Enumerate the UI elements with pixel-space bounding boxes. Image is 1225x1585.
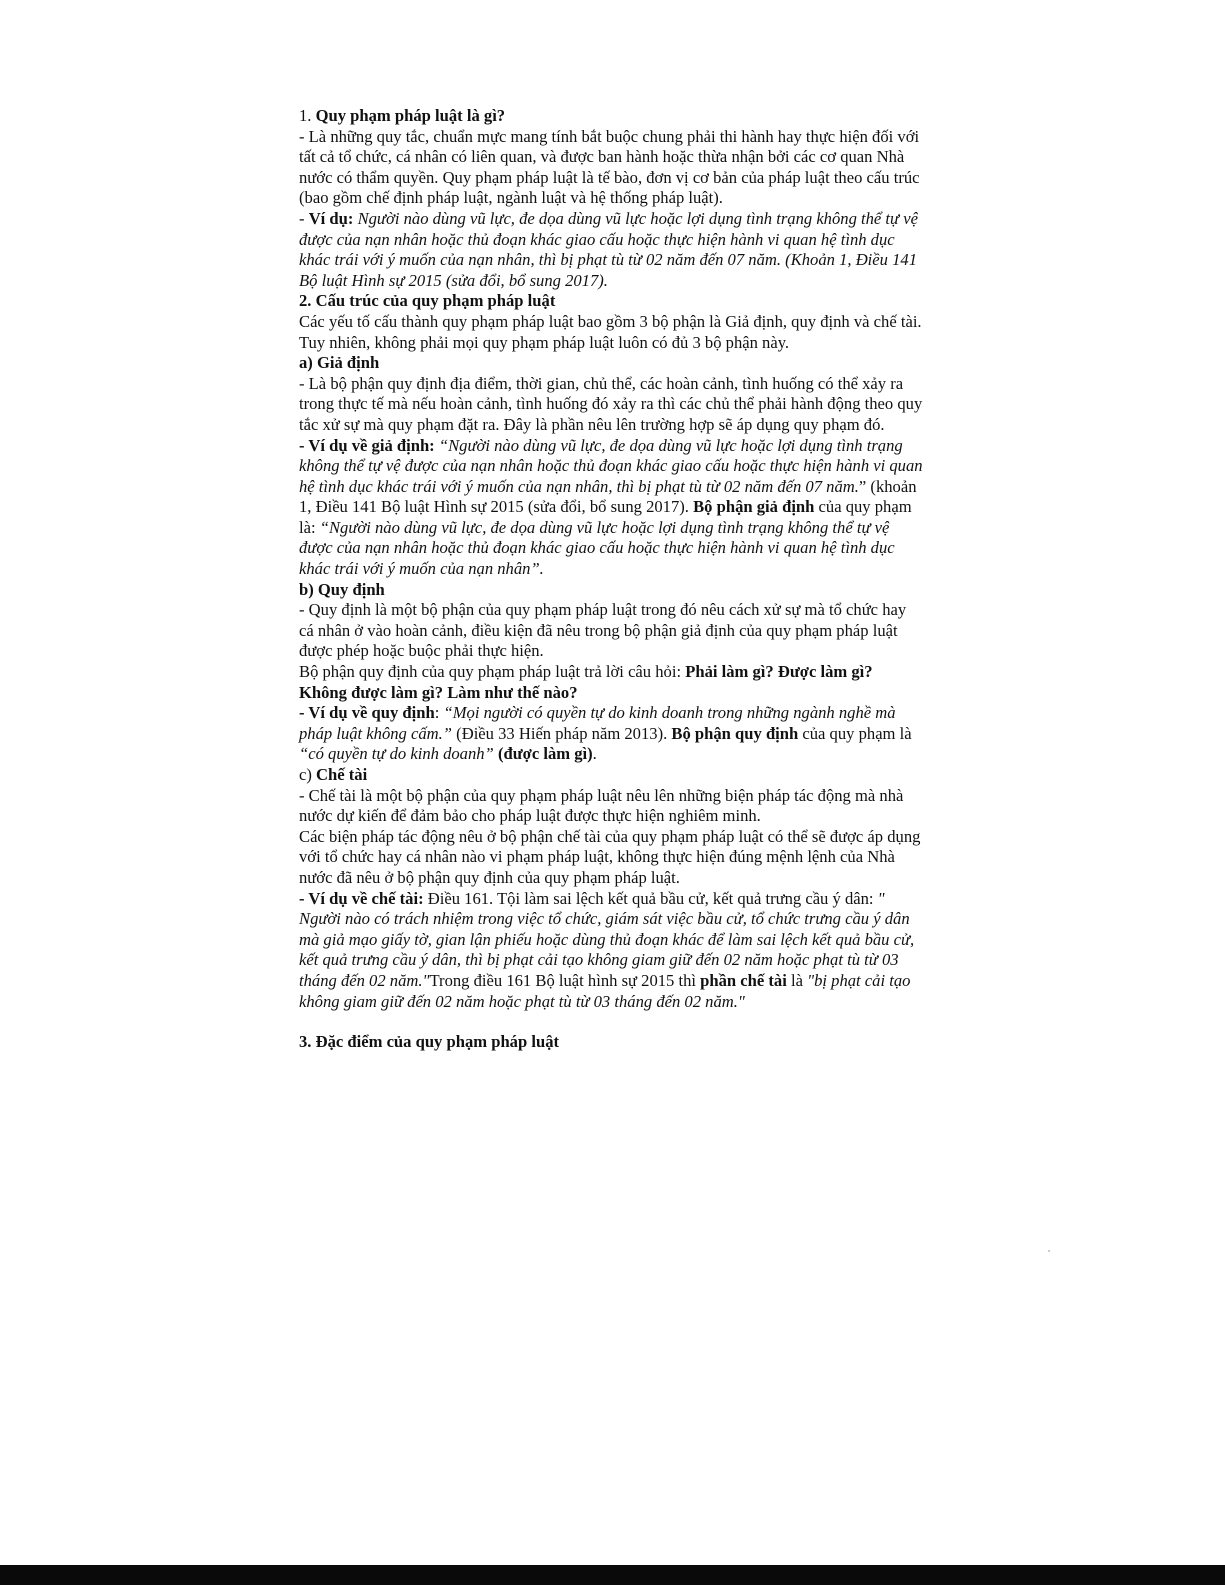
document-page — [299, 106, 924, 1053]
section-2-heading: 2. Cấu trúc của quy phạm pháp luật — [299, 291, 556, 311]
definition-text: - Là những quy tắc, chuẩn mực mang tính bắt buộc chung phải thi hành hay thực hiện đối với tất cả tổ chức, cá nhân có liên quan, và được ban hành hoặc thừa nhận bởi các cơ quan Nhà nước có thẩm quyền. Quy phạm pháp luật là tế bào, đơn vị cơ bản của pháp luật theo cấu trúc (bao gồm chế định pháp luật, ngành luật và hệ thống pháp luật). — [299, 126, 920, 208]
example-label: - Ví dụ về quy định — [299, 703, 435, 723]
example-reference: ” (khoản 1, Điều 141 Bộ luật Hình sự 2015 (sửa đổi, bổ sung 2017). — [299, 476, 917, 517]
example-text: Người nào dùng vũ lực, đe dọa dùng vũ lực hoặc lợi dụng tình trạng không thể tự vệ được của nạn nhân hoặc thủ đoạn khác giao cấu hoặc thực hiện hành vi quan hệ tình dục khác trái với ý muốn của nạn nhân, thì bị phạt tù từ 02 năm đến 07 năm. (Khoản 1, Điều 141 Bộ luật Hình sự 2015 (sửa đổi, bổ sung 2017). — [299, 208, 918, 290]
part-quote: "bị phạt cải tạo không giam giữ đến 02 năm hoặc phạt tù từ 03 tháng đến 02 năm." — [299, 970, 911, 1011]
subsection-c-example — [299, 889, 924, 1013]
part-connector: của quy phạm là: — [299, 497, 912, 537]
questions-bold: Phải làm gì? Được làm gì? Không được làm gì? Làm như thế nào? — [299, 662, 873, 702]
part-label: phần chế tài — [700, 970, 787, 990]
section-heading: Quy phạm pháp luật là gì? — [315, 106, 506, 125]
subsection-c-definition-2: Các biện pháp tác động nêu ở bộ phận chế tài của quy phạm pháp luật có thể sẽ được áp dụng với tổ chức hay cá nhân nào vi phạm pháp luật, không thực hiện đúng mệnh lệnh của Nhà nước đã nêu ở bộ phận quy định của quy phạm pháp luật. — [299, 826, 921, 887]
part-connector: là — [786, 970, 808, 990]
part-quote: “Người nào dùng vũ lực, đe dọa dùng vũ lực hoặc lợi dụng tình trạng không thể tự vệ được của nạn nhân hoặc thủ đoạn khác giao cấu hoặc thực hiện hành vi quan hệ tình dục khác trái với ý muốn của nạn nhân”. — [299, 517, 895, 579]
subsection-b-questions — [299, 662, 924, 703]
example-quote: " Người nào có trách nhiệm trong việc tổ chức, giám sát việc bầu cử, tổ chức trưng cầu ý dân mà giả mạo giấy tờ, gian lận phiếu hoặc dùng thủ đoạn khác để làm sai lệch kết quả bầu cử, kết quả trưng cầu ý dân, thì bị phạt cải tạo không giam giữ đến 02 năm hoặc phạt tù từ 03 tháng đến 02 năm." — [299, 888, 915, 990]
section-1-definition — [299, 127, 924, 209]
example-prefix: - — [299, 208, 309, 228]
questions-intro: Bộ phận quy định của quy phạm pháp luật trả lời câu hỏi: — [299, 662, 686, 682]
subsection-a-definition: - Là bộ phận quy định địa điểm, thời gian, chủ thể, các hoàn cảnh, tình huống có thể xảy ra trong thực tế mà nếu hoàn cảnh, tình huống đó xảy ra thì các chủ thể phải hành động theo quy tắc xử sự mà quy phạm đặt ra. Đây là phần nêu lên trường hợp sẽ áp dụng quy phạm đó. — [299, 373, 923, 434]
scan-speck — [1048, 1250, 1050, 1252]
example-label: - Ví dụ về giả định: — [299, 435, 435, 455]
section-2-intro: Các yếu tố cấu thành quy phạm pháp luật bao gồm 3 bộ phận là Giả định, quy định và chế tài. Tuy nhiên, không phải mọi quy phạm pháp luật luôn có đủ 3 bộ phận này. — [299, 311, 922, 352]
part-end: . — [592, 744, 597, 764]
example-quote: “Người nào dùng vũ lực, đe dọa dùng vũ lực hoặc lợi dụng tình trạng không thể tự vệ được của nạn nhân hoặc thủ đoạn khác giao cấu hoặc thực hiện hành vi quan hệ tình dục khác trái với ý muốn của nạn nhân, thì bị phạt tù từ 02 năm đến 07 năm. — [299, 435, 923, 496]
example-label: - Ví dụ về chế tài: — [299, 888, 424, 908]
section-spacer — [299, 1012, 924, 1032]
part-tail: (được làm gì) — [493, 744, 593, 764]
subsection-b-heading: b) Quy định — [299, 579, 385, 599]
subsection-b-definition: - Quy định là một bộ phận của quy phạm pháp luật trong đó nêu cách xử sự mà tổ chức hay cá nhân ở vào hoàn cảnh, điều kiện đã nêu trong bộ phận giả định của quy phạm pháp luật được phép hoặc buộc phải thực hiện. — [299, 600, 907, 661]
example-reference: (Điều 33 Hiến pháp năm 2013). — [452, 723, 672, 743]
section-3-heading: 3. Đặc điểm của quy phạm pháp luật — [299, 1032, 560, 1052]
example-reference: Trong điều 161 Bộ luật hình sự 2015 thì — [429, 970, 701, 990]
subsection-c-heading — [299, 765, 924, 786]
example-colon: : — [434, 703, 444, 723]
part-label: Bộ phận giả định — [693, 497, 815, 517]
example-quote: “Mọi người có quyền tự do kinh doanh trong những ngành nghề mà pháp luật không cấm.” — [299, 703, 896, 743]
subsection-c-definition-1: - Chế tài là một bộ phận của quy phạm pháp luật nêu lên những biện pháp tác động mà nhà nước dự kiến để đảm bảo cho pháp luật được thực hiện nghiêm minh. — [299, 785, 904, 826]
subsection-prefix: c) — [299, 765, 317, 784]
example-label: Ví dụ: — [308, 208, 354, 228]
section-number: 1. — [299, 106, 316, 125]
part-connector: của quy phạm là — [798, 723, 912, 743]
example-article: Điều 161. Tội làm sai lệch kết quả bầu cử, kết quả trưng cầu ý dân: — [423, 888, 878, 908]
section-1-title — [299, 106, 924, 127]
subsection-b-example — [299, 703, 924, 765]
part-label: Bộ phận quy định — [671, 723, 799, 743]
subsection-title: Chế tài — [316, 765, 368, 784]
subsection-a-heading: a) Giả định — [299, 353, 380, 373]
bottom-scan-border — [0, 1565, 1225, 1585]
section-1-example — [299, 209, 924, 291]
part-quote: “có quyền tự do kinh doanh” — [299, 744, 494, 764]
subsection-a-example — [299, 436, 924, 580]
